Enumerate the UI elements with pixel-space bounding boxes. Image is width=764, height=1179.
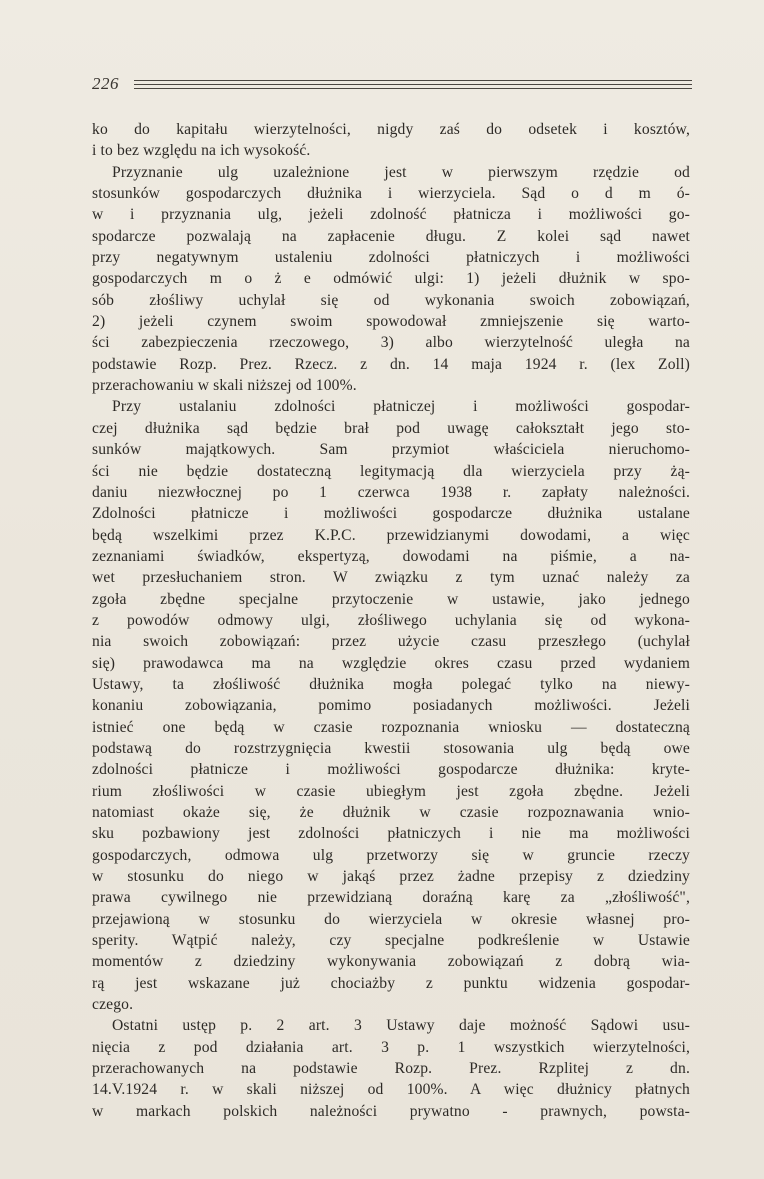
text-line: i to bez względu na ich wysokość. <box>92 142 311 160</box>
text-line: Zdolności płatnicze i możliwości gospodarcze dłużnika ustalane <box>92 505 690 523</box>
text-line: Ostatni ustęp p. 2 art. 3 Ustawy daje możność Sądowi usu- <box>112 1017 690 1035</box>
text-line: istnieć one będą w czasie rozpoznania wniosku — dostateczną <box>92 718 690 736</box>
text-line: nięcia z pod działania art. 3 p. 1 wszystkich wierzytelności, <box>92 1038 690 1056</box>
text-line: w i przyznania ulg, jeżeli zdolność płatnicza i możliwości go- <box>92 206 690 224</box>
text-line: przerachowanych na podstawie Rozp. Prez. Rzplitej z dn. <box>92 1060 690 1078</box>
text-line: Przy ustalaniu zdolności płatniczej i możliwości gospodar- <box>112 398 690 416</box>
text-line: konaniu zobowiązania, pomimo posiadanych możliwości. Jeżeli <box>92 697 690 715</box>
text-line: się) prawodawca ma na względzie okres czasu przed wydaniem <box>92 654 690 672</box>
page-header <box>92 74 692 98</box>
text-line: spodarcze pozwalają na zapłacenie długu. Z kolei sąd nawet <box>92 227 690 245</box>
text-line: zdolności płatnicze i możliwości gospodarcze dłużnika: kryte- <box>92 761 690 779</box>
text-line: rium złośliwości w czasie ubiegłym jest zgoła zbędne. Jeżeli <box>92 782 690 800</box>
text-line: sku pozbawiony jest zdolności płatniczych i nie ma możliwości <box>92 825 690 843</box>
text-line: z powodów odmowy ulgi, złośliwego uchylania się od wykona- <box>92 611 690 629</box>
text-line: 2) jeżeli czynem swoim spowodował zmniejszenie się warto- <box>92 313 690 331</box>
text-line: rą jest wskazane już chociażby z punktu widzenia gospodar- <box>92 974 690 992</box>
text-line: prawa cywilnego nie przewidzianą doraźną karę za „złośliwość", <box>92 889 690 907</box>
text-line: Ustawy, ta złośliwość dłużnika mogła polegać tylko na niewy- <box>92 675 690 693</box>
text-line: w markach polskich należności prywatno - prawnych, powsta- <box>92 1102 690 1120</box>
text-line: ści nie będzie dostateczną legitymacją dla wierzyciela przy żą- <box>92 462 690 480</box>
text-line: czej dłużnika sąd będzie brał pod uwagę całokształt jego sto- <box>92 419 690 437</box>
header-rule <box>134 80 692 81</box>
text-line: stosunków gospodarczych dłużnika i wierzyciela. Sąd o d m ó- <box>92 185 690 203</box>
page-number: 226 <box>92 74 119 93</box>
text-line: gospodarczych, odmowa ulg przetworzy się w gruncie rzeczy <box>92 846 690 864</box>
body-text <box>92 119 690 1122</box>
text-line: gospodarczych m o ż e odmówić ulgi: 1) jeżeli dłużnik w spo- <box>92 270 690 288</box>
text-line: w stosunku do niego w jakąś przez żadne przepisy z dziedziny <box>92 868 690 886</box>
text-line: natomiast okaże się, że dłużnik w czasie rozpoznawania wnio- <box>92 804 690 821</box>
text-line: sunków majątkowych. Sam przymiot właściciela nieruchomo- <box>92 441 690 459</box>
text-line: 14.V.1924 r. w skali niższej od 100%. A więc dłużnicy płatnych <box>92 1081 690 1099</box>
text-line: czego. <box>92 996 134 1014</box>
text-line: Przyznanie ulg uzależnione jest w pierwszym rzędzie od <box>112 163 690 181</box>
text-line: zeznaniami świadków, ekspertyzą, dowodami na piśmie, a na- <box>92 547 690 565</box>
text-line: daniu niezwłocznej po 1 czerwca 1938 r. zapłaty należności. <box>92 483 690 501</box>
text-line: sperity. Wątpić należy, czy specjalne podkreślenie w Ustawie <box>92 932 690 950</box>
header-rule <box>134 84 692 85</box>
text-line: przy negatywnym ustaleniu zdolności płatniczych i możliwości <box>92 249 690 267</box>
header-rule <box>134 88 692 89</box>
text-line: będą wszelkimi przez K.P.C. przewidzianymi dowodami, a więc <box>92 526 690 544</box>
text-line: podstawie Rozp. Prez. Rzecz. z dn. 14 maja 1924 r. (lex Zoll) <box>92 355 690 373</box>
text-line: zgoła zbędne specjalne przytoczenie w ustawie, jako jednego <box>92 590 690 608</box>
text-line: nia swoich zobowiązań: przez użycie czasu przeszłego (uchylał <box>92 633 690 651</box>
text-line: ko do kapitału wierzytelności, nigdy zaś do odsetek i kosztów, <box>92 121 690 138</box>
text-line: podstawą do rozstrzygnięcia kwestii stosowania ulg będą owe <box>92 739 690 757</box>
text-line: przerachowaniu w skali niższej od 100%. <box>92 377 357 395</box>
text-line: momentów z dziedziny wykonywania zobowiązań z dobrą wia- <box>92 953 690 971</box>
text-line: sób złośliwy uchylał się od wykonania swoich zobowiązań, <box>92 291 690 309</box>
text-line: ści zabezpieczenia rzeczowego, 3) albo wierzytelność uległa na <box>92 334 690 352</box>
text-line: przejawioną w stosunku do wierzyciela w okresie własnej pro- <box>92 910 690 928</box>
text-line: wet przesłuchaniem stron. W związku z tym uznać należy za <box>92 569 690 587</box>
